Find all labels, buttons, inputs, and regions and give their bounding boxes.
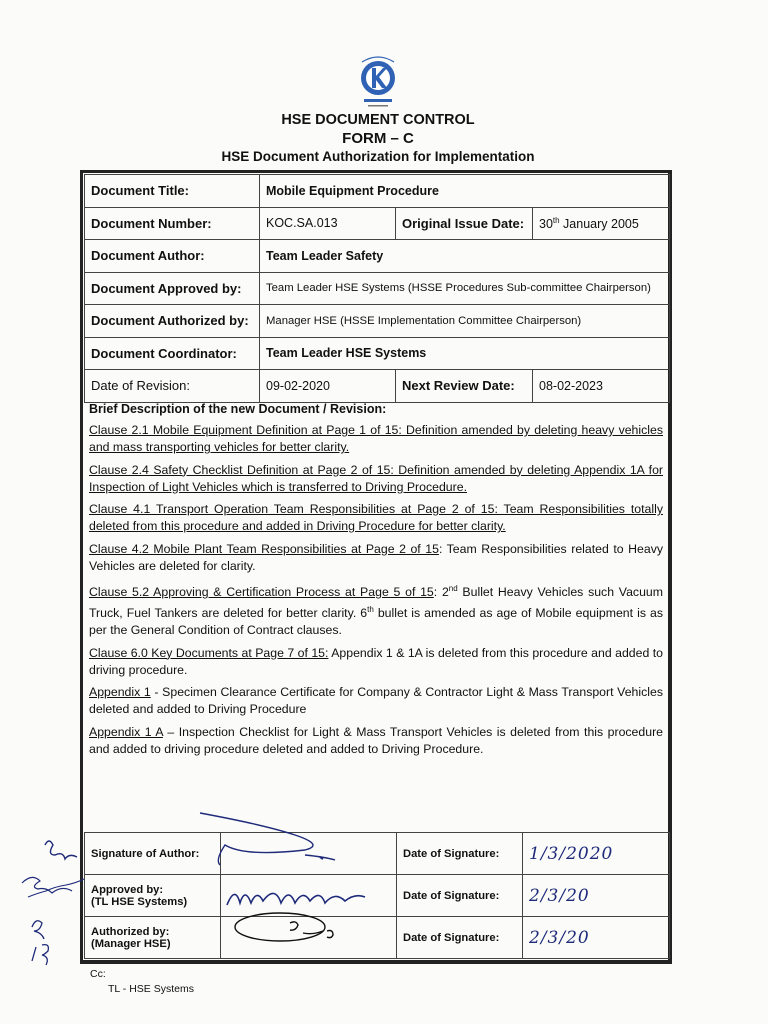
company-logo — [352, 54, 404, 110]
clause-2-1: Clause 2.1 Mobile Equipment Definition at Page 1 of 15: Definition amended by deleting heavy vehicles and mass transporting vehicles for better clarity. — [89, 423, 663, 454]
signature-of-author-label: Signature of Author: — [85, 833, 221, 875]
next-review-date-label: Next Review Date: — [396, 370, 533, 403]
date-of-revision-label: Date of Revision: — [85, 370, 260, 403]
document-title-label: Document Title: — [85, 175, 260, 208]
original-issue-date-value: 30th January 2005 — [533, 207, 670, 240]
document-number-value: KOC.SA.013 — [260, 207, 396, 240]
clause-4-1: Clause 4.1 Transport Operation Team Responsibilities at Page 2 of 15: Team Responsibilities totally deleted from this procedure and added in Driving Procedure for better clarity. — [89, 502, 663, 533]
original-issue-date-label: Original Issue Date: — [396, 207, 533, 240]
title-row — [85, 175, 670, 208]
next-review-date-value: 08-02-2023 — [533, 370, 670, 403]
cc-recipient: TL - HSE Systems — [108, 983, 194, 995]
number-row — [85, 207, 670, 240]
handwritten-signatures — [185, 805, 385, 955]
document-title-value: Mobile Equipment Procedure — [260, 175, 670, 208]
document-author-label: Document Author: — [85, 240, 260, 273]
description-title: Brief Description of the new Document / Revision: — [89, 402, 387, 416]
form-subtitle: HSE Document Authorization for Implementation — [221, 149, 535, 164]
clause-4-2: Clause 4.2 Mobile Plant Team Responsibilities at Page 2 of 15: Team Responsibilities related to Heavy Vehicles are deleted for clarity. — [89, 541, 663, 573]
date-of-signature-label: Date of Signature: — [397, 917, 523, 959]
revision-row — [85, 370, 670, 403]
appendix-1: Appendix 1 - Specimen Clearance Certificate for Company & Contractor Light & Mass Transport Vehicles deleted and added to Driving Procedure — [89, 685, 663, 717]
document-authorized-value: Manager HSE (HSSE Implementation Committee Chairperson) — [260, 305, 670, 338]
approver-signature-date: 2/3/20 — [523, 875, 670, 917]
approved-by-label: Approved by: (TL HSE Systems) — [85, 875, 221, 917]
document-approved-value: Team Leader HSE Systems (HSSE Procedures Sub-committee Chairperson) — [260, 272, 670, 305]
document-number-label: Document Number: — [85, 207, 260, 240]
document-author-value: Team Leader Safety — [260, 240, 670, 273]
document-coordinator-label: Document Coordinator: — [85, 337, 260, 370]
margin-notes — [10, 835, 90, 975]
clause-2-4: Clause 2.4 Safety Checklist Definition at Page 2 of 15: Definition amended by deleting Appendix 1A for Inspection of Light Vehicles which is transferred to Driving Procedure. — [89, 462, 663, 494]
cc-label: Cc: — [90, 968, 106, 980]
author-signature-date: 1/3/2020 — [523, 833, 670, 875]
authorizer-signature-date: 2/3/20 — [523, 917, 670, 959]
appendix-1a: Appendix 1 A – Inspection Checklist for Light & Mass Transport Vehicles is deleted from this procedure and added to driving procedure deleted and added to Driving Procedure. — [89, 724, 664, 756]
document-info-table — [84, 174, 670, 403]
author-row — [85, 240, 670, 273]
authorized-row — [85, 305, 670, 338]
clause-5-2: Clause 5.2 Approving & Certification Process at Page 5 of 15: 2nd Bullet Heavy Vehicles such Vacuum Truck, Fuel Tankers are deleted for better clarity. 6th bullet is amended as age of Mobile equipment is as per the General Condition of Contract clauses. — [89, 584, 664, 638]
document-coordinator-value: Team Leader HSE Systems — [260, 337, 670, 370]
document-authorized-label: Document Authorized by: — [85, 305, 260, 338]
approved-row — [85, 272, 670, 305]
doc-control-heading: HSE DOCUMENT CONTROL — [281, 112, 475, 128]
form-heading: FORM – C — [342, 130, 414, 147]
clause-6-0: Clause 6.0 Key Documents at Page 7 of 15: Appendix 1 & 1A is deleted from this procedure and added to driving procedure. — [89, 645, 664, 677]
date-of-signature-label: Date of Signature: — [397, 875, 523, 917]
document-approved-label: Document Approved by: — [85, 272, 260, 305]
date-of-revision-value: 09-02-2020 — [260, 370, 396, 403]
coordinator-row — [85, 337, 670, 370]
authorized-by-label: Authorized by: (Manager HSE) — [85, 917, 221, 959]
revision-description — [89, 401, 663, 763]
date-of-signature-label: Date of Signature: — [397, 833, 523, 875]
